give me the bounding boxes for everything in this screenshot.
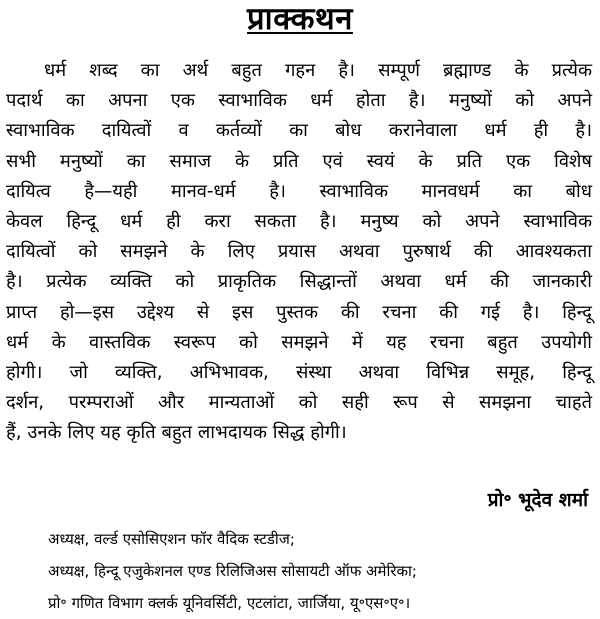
paragraph-line: पदार्थ का अपना एक स्वाभाविक धर्म होता है। मनुष्यों को अपने (6, 90, 592, 112)
paragraph-line: दर्शन, परम्पराओं और मान्यताओं को सही रूप से समझना चाहते (6, 392, 592, 414)
paragraph-line: धर्म के वास्तविक स्वरूप को समझने में यह रचना बहुत उपयोगी (6, 331, 592, 353)
paragraph-line: दायित्वों को समझने के लिए प्रयास अथवा पुरुषार्थ की आवश्यकता (6, 241, 592, 263)
paragraph-line: हैं, उनके लिए यह कृति बहुत लाभदायक सिद्ध होगी। (6, 422, 347, 444)
author-name: प्रो॰ भूदेव शर्मा (487, 489, 588, 511)
paragraph-line: है। प्रत्येक व्यक्ति को प्राकृतिक सिद्धान्तों अथवा धर्म की जानकारी (6, 271, 592, 293)
paragraph-line: प्राप्त हो—इस उद्देश्य से इस पुस्तक की रचना की गई है। हिन्दू (6, 301, 592, 323)
paragraph-line: केवल हिन्दू धर्म ही करा सकता है। मनुष्य को अपने स्वाभाविक (6, 210, 592, 232)
affiliation-line: अध्यक्ष, वर्ल्ड एसोसिएशन फॉर वैदिक स्टडीज; (48, 530, 295, 548)
paragraph-line: होगी। जो व्यक्ति, अभिभावक, संस्था अथवा विभिन्न समूह, हिन्दू (6, 361, 592, 383)
paragraph-line: धर्म शब्द का अर्थ बहुत गहन है। सम्पूर्ण ब्रह्माण्ड के प्रत्येक (44, 60, 592, 81)
paragraph-line: सभी मनुष्यों का समाज के प्रति एवं स्वयं के प्रति एक विशेष (6, 150, 592, 172)
paragraph-line: स्वाभाविक दायित्वों व कर्तव्यों का बोध करानेवाला धर्म ही है। (6, 120, 592, 142)
author-affiliations (48, 523, 594, 619)
affiliation-line: अध्यक्ष, हिन्दू एजुकेशनल एण्ड रिलिजिअस सोसायटी ऑफ अमेरिका; (48, 562, 417, 580)
foreword-paragraph (6, 56, 592, 448)
affiliation-line: प्रो॰ गणित विभाग क्लर्क यूनिवर्सिटी, एटलांटा, जार्जिया, यू॰एस॰ए॰। (48, 594, 411, 612)
page-title: प्राक्कथन (247, 1, 353, 37)
paragraph-line: दायित्व है—यही मानव-धर्म है। स्वाभाविक मानवधर्म का बोध (6, 180, 592, 202)
